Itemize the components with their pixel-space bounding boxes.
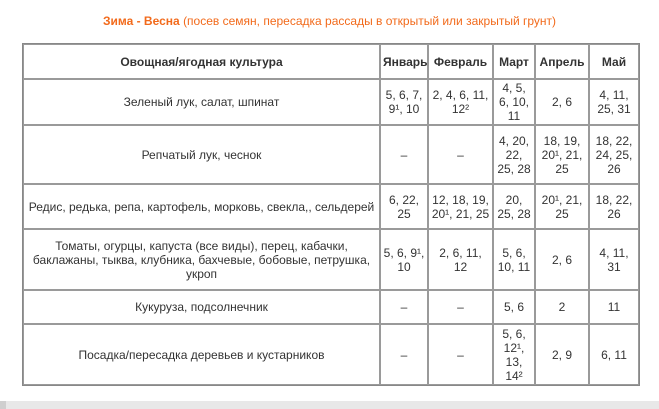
march-cell: 4, 20, 22, 25, 28 bbox=[493, 125, 535, 184]
april-cell: 2 bbox=[535, 290, 589, 324]
march-cell: 5, 6, 12¹, 13, 14² bbox=[493, 324, 535, 385]
april-cell: 20¹, 21, 25 bbox=[535, 184, 589, 229]
january-cell: 6, 22, 25 bbox=[380, 184, 428, 229]
march-cell: 5, 6, 10, 11 bbox=[493, 229, 535, 290]
cropped-title-fragment bbox=[150, 0, 154, 5]
february-cell: 2, 4, 6, 11, 12² bbox=[428, 79, 493, 125]
january-cell: 5, 6, 9¹, 10 bbox=[380, 229, 428, 290]
season-label: Зима - Весна bbox=[102, 14, 180, 28]
cropped-page-title bbox=[0, 0, 659, 6]
crop-cell: Посадка/пересадка деревьев и кустарников bbox=[23, 324, 380, 385]
april-cell: 2, 6 bbox=[535, 79, 589, 125]
crop-cell: Репчатый лук, чеснок bbox=[23, 125, 380, 184]
may-cell: 18, 22, 24, 25, 26 bbox=[589, 125, 639, 184]
crop-cell: Томаты, огурцы, капуста (все виды), перец, кабачки, баклажаны, тыква, клубника, бахчевые, бобовые, петрушка, укроп bbox=[23, 229, 380, 290]
january-cell: 5, 6, 7, 9¹, 10 bbox=[380, 79, 428, 125]
january-cell: – bbox=[380, 290, 428, 324]
crop-cell: Кукуруза, подсолнечник bbox=[23, 290, 380, 324]
header-february: Февраль bbox=[428, 44, 493, 79]
february-cell: – bbox=[428, 324, 493, 385]
february-cell: – bbox=[428, 125, 493, 184]
april-cell: 18, 19, 20¹, 21, 25 bbox=[535, 125, 589, 184]
january-cell: – bbox=[380, 324, 428, 385]
february-cell: 2, 6, 11, 12 bbox=[428, 229, 493, 290]
bottom-scroll-edge bbox=[0, 401, 659, 409]
table-row bbox=[23, 290, 639, 324]
table-row bbox=[23, 324, 639, 385]
january-cell: – bbox=[380, 125, 428, 184]
crop-cell: Зеленый лук, салат, шпинат bbox=[23, 79, 380, 125]
header-january: Январь bbox=[380, 44, 428, 79]
header-april: Апрель bbox=[535, 44, 589, 79]
header-march: Март bbox=[493, 44, 535, 79]
may-cell: 4, 11, 25, 31 bbox=[589, 79, 639, 125]
planting-calendar-table bbox=[22, 43, 640, 386]
table-row bbox=[23, 229, 639, 290]
april-cell: 2, 6 bbox=[535, 229, 589, 290]
may-cell: 18, 22, 26 bbox=[589, 184, 639, 229]
table-row bbox=[23, 184, 639, 229]
march-cell: 5, 6 bbox=[493, 290, 535, 324]
may-cell: 11 bbox=[589, 290, 639, 324]
february-cell: – bbox=[428, 290, 493, 324]
march-cell: 20, 25, 28 bbox=[493, 184, 535, 229]
february-cell: 12, 18, 19, 20¹, 21, 25 bbox=[428, 184, 493, 229]
table-row bbox=[23, 79, 639, 125]
header-may: Май bbox=[589, 44, 639, 79]
march-cell: 4, 5, 6, 10, 11 bbox=[493, 79, 535, 125]
may-cell: 4, 11, 31 bbox=[589, 229, 639, 290]
may-cell: 6, 11 bbox=[589, 324, 639, 385]
header-crop: Овощная/ягодная культура bbox=[23, 44, 380, 79]
bottom-edge-marker bbox=[0, 401, 6, 409]
season-description: (посев семян, пересадка рассады в открытый или закрытый грунт) bbox=[183, 14, 557, 28]
table-header-row bbox=[23, 44, 639, 79]
table-row bbox=[23, 125, 639, 184]
crop-cell: Редис, редька, репа, картофель, морковь, свекла,, сельдерей bbox=[23, 184, 380, 229]
april-cell: 2, 9 bbox=[535, 324, 589, 385]
season-heading bbox=[0, 14, 659, 28]
